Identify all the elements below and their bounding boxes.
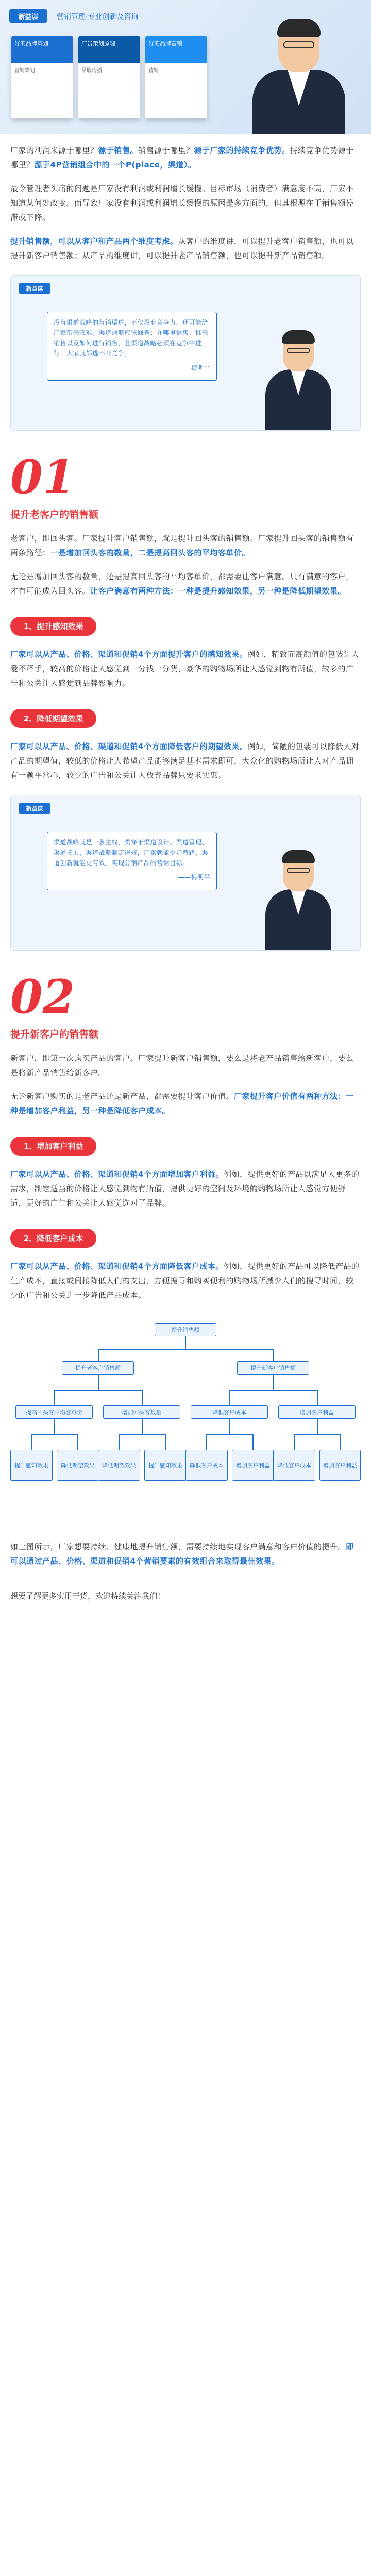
diagram-level3-node: 降低客户成本: [185, 1450, 228, 1481]
quote-box: [47, 312, 217, 381]
diagram-level3-node: 提升感知效果: [10, 1450, 53, 1481]
section-number: 02: [10, 970, 75, 1024]
section2-sub2-paragraph: 厂家可以从产品、价格、渠道和促销4个方面降低客户成本。例如，提供更好的产品可以降低产品的生产成本，直接或间接降低人们的支出，方便搜寻和购买便利的购物场所减少人们的搜寻时间，较少的广告和公关进一步降低产品成本。: [10, 1262, 360, 1300]
book-cover: [78, 36, 140, 118]
subheading-pill: 1、增加客户利益: [10, 1137, 96, 1156]
brand-logo: 新益谋: [9, 9, 47, 23]
footer-note: 想要了解更多实用干货，欢迎持续关注我们！: [10, 1591, 165, 1601]
author-portrait: [262, 847, 334, 950]
diagram-root-node: 提升销售额: [155, 1323, 216, 1336]
section-title: 提升老客户的销售额: [10, 509, 99, 520]
diagram-level1-node: 提升新客户销售额: [237, 1361, 309, 1375]
brand-logo: 新益谋: [19, 803, 50, 814]
intro-paragraph-1: 厂家的利润来源于哪里？源于销售。销售源于哪里？源于厂家的持续竞争优势。持续竞争优势源于哪里？源于4P营销组合中的一个P(place，渠道）。: [10, 146, 354, 170]
banner-slogan: 营销管理·专业创新及咨询: [57, 13, 139, 21]
diagram-level3-node: 增加客户利益: [319, 1450, 361, 1481]
diagram-level2-node: 增加回头客数量: [103, 1405, 180, 1419]
diagram-level2-node: 增加客户利益: [278, 1405, 356, 1419]
author-portrait: [262, 327, 334, 430]
section-title: 提升新客户的销售额: [10, 1029, 99, 1040]
closing-paragraph: 如上图所示，厂家想要持续、健康地提升销售额，需要持续地实现客户满意和客户价值的提升。即可以通过产品、价格、渠道和促销4个营销要素的有效组合来取得最佳效果。: [10, 1542, 354, 1566]
author-portrait: [247, 15, 350, 134]
intro-paragraph-3: 提升销售额，可以从客户和产品两个维度考虑。从客户的维度讲，可以提升老客户销售额，也可以提升新客户销售额；从产品的维度讲，可以提升老产品销售额，也可以提升新产品销售额。: [10, 236, 354, 260]
quote-card: [10, 795, 361, 951]
book-subtitle: 品牌传播: [81, 68, 102, 74]
section2-sub1-paragraph: 厂家可以从产品、价格、渠道和促销4个方面增加客户利益。例如，提供更好的产品以满足人更多的需求，制定适当的价格让人感觉到物有所值，提供更好的空间及环境的购物场所让人感觉方便舒适，更好的广告和公关让人感觉选对了品牌。: [10, 1170, 360, 1208]
sales-tree-diagram: [10, 1318, 361, 1524]
section1-paragraph-1: 老客户，即回头客。厂家提升客户销售额，就是提升回头客的销售额。厂家提升回头客的销售额有两条路径：一是增加回头客的数量，二是提高回头客的平均客单价。: [10, 534, 354, 557]
book-cover: [145, 36, 207, 118]
diagram-level3-node: 增加客户利益: [232, 1450, 274, 1481]
diagram-level3-node: 降低期望效果: [57, 1450, 99, 1481]
section1-paragraph-2: 无论是增加回头客的数量，还是提高回头客的平均客单价，都需要让客户满意。只有满意的客户，才有可能成为回头客。让客户满意有两种方法：一种是提升感知效果，另一种是降低期望效果。: [10, 572, 354, 596]
diagram-level2-node: 降低客户成本: [191, 1405, 268, 1419]
subheading-pill: 2、降低客户成本: [10, 1229, 96, 1248]
diagram-level1-node: 提升老客户销售额: [62, 1361, 134, 1375]
book-subtitle: 营销: [148, 68, 159, 74]
book-title: 好的品牌策划: [11, 36, 73, 63]
header-banner: [0, 0, 371, 134]
book-cover: [11, 36, 73, 118]
quote-text: 渠道战略就是一条主线，贯穿于渠道设计、渠道管理、渠道拓展，渠道战略制定得好，厂家就能少走弯路，渠道创新就能更有效，实现分销产品的营销目标。: [54, 839, 209, 867]
section2-paragraph-1: 新客户，即第一次购买产品的客户。厂家提升新客户销售额，要么是将老产品销售给新客户，要么是将新产品销售给新客户。: [10, 1054, 354, 1077]
section1-sub1-paragraph: 厂家可以从产品、价格、渠道和促销4个方面提升客户的感知效果。例如，精致而高颜值的包装让人爱不释手，较高的价格让人感觉到一分钱一分货，豪华的购物场所让人感觉到物有所值，较多的广告和公关让人感觉到品牌影响力。: [10, 650, 360, 688]
brand-logo: 新益谋: [19, 283, 50, 294]
subheading-pill: 1、提升感知效果: [10, 617, 96, 636]
quote-card: [10, 275, 361, 431]
diagram-level3-node: 降低期望效果: [98, 1450, 140, 1481]
section-number: 01: [10, 450, 75, 504]
book-subtitle: 营销策划: [14, 68, 35, 74]
quote-signature: ——梅明平: [178, 364, 210, 371]
diagram-level3-node: 降低客户成本: [273, 1450, 315, 1481]
subheading-pill: 2、降低期望效果: [10, 709, 96, 728]
quote-text: 没有渠道战略的营销渠道，不仅没有竞争力，还可能给厂家带来灾难。渠道战略应该回答：在哪里销售、谁来销售以及如何进行销售，且渠道战略必须在竞争中进行，大家就都逃不开竞争。: [54, 319, 209, 357]
book-title: 广告策划原理: [78, 36, 140, 63]
section1-sub2-paragraph: 厂家可以从产品、价格、渠道和促销4个方面降低客户的期望效果。例如，简陋的包装可以降低人对产品的期望值，较低的价格让人希望产品能够满足基本需求即可，大众化的购物场所让人对产品拥有一颗平常心，较少的广告和公关让人放弃品牌只要求实惠。: [10, 742, 360, 780]
book-title: 好的品牌营销: [145, 36, 207, 63]
intro-paragraph-2: 最令管理者头痛的问题是厂家没有利润或利润增长缓慢。目标市场（消费者）满意度不高，厂家不知道从何处改变。而导致厂家没有利润或利润增长缓慢的原因是多方面的，但其根源在于销售额停滞或下降。: [10, 184, 354, 222]
quote-box: [47, 832, 217, 890]
quote-signature: ——梅明平: [178, 874, 210, 881]
diagram-level3-node: 提升感知效果: [144, 1450, 187, 1481]
section2-paragraph-2: 无论新客户购买的是老产品还是新产品，都需要提升客户价值。厂家提升客户价值有两种方法：一种是增加客户利益，另一种是降低客户成本。: [10, 1092, 354, 1115]
diagram-level2-node: 提高回头客平均客单价: [15, 1405, 93, 1419]
